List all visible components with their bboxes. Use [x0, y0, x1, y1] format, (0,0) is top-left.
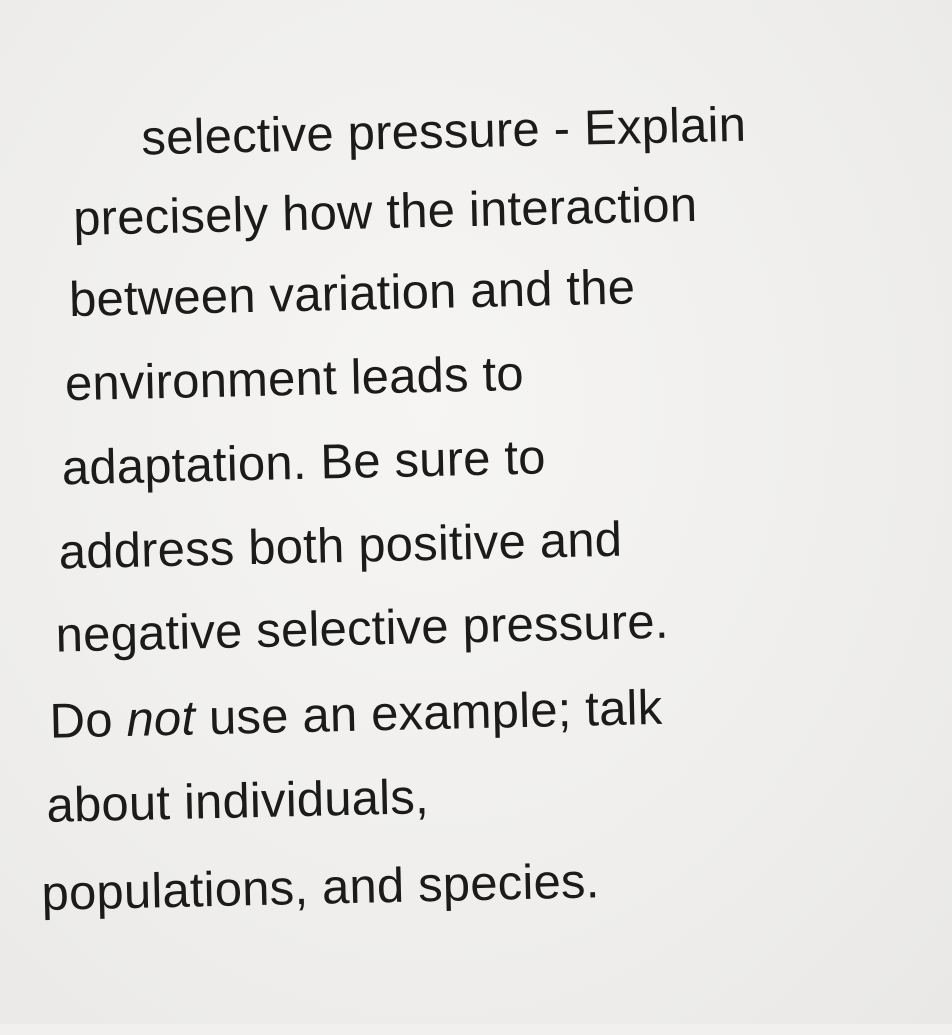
text-line: precisely how the interaction — [72, 177, 698, 247]
text-segment: use an example; talk — [194, 680, 663, 746]
text-segment: Do — [49, 692, 128, 749]
text-line: between variation and the — [68, 260, 636, 328]
text-line: about individuals, — [45, 770, 430, 833]
text-line — [49, 680, 663, 750]
text-line: negative selective pressure. — [55, 594, 670, 663]
text-line: adaptation. Be sure to — [61, 430, 547, 496]
text-line: environment leads to — [64, 346, 525, 412]
text-line: selective pressure - Explain — [140, 97, 747, 166]
emphasized-word: not — [125, 691, 196, 747]
text-line: address both positive and — [58, 512, 623, 580]
text-line: populations, and species. — [40, 854, 601, 921]
